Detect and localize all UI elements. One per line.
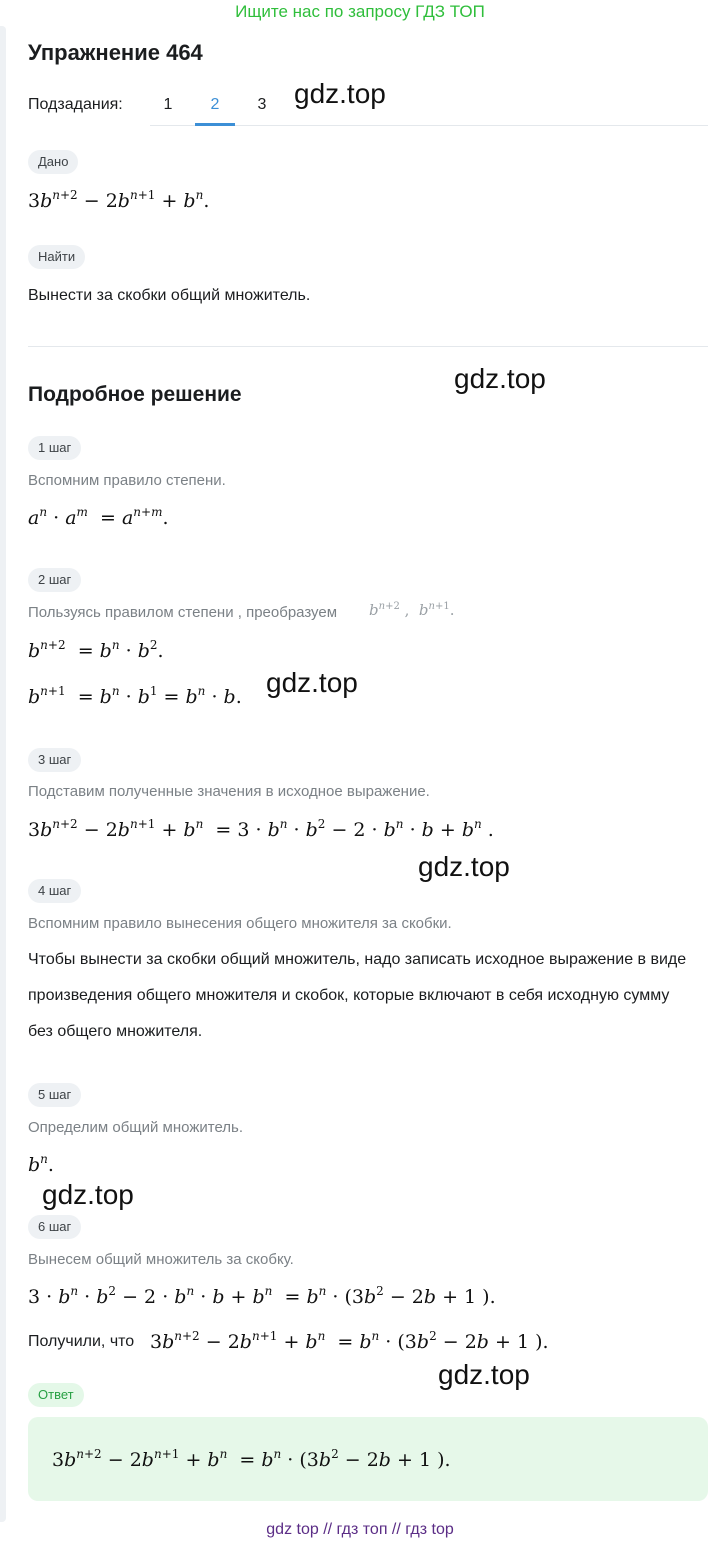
step-2-formula-2: $b^{n+1} = b^n \cdot b^1 = b^n \cdot b$. (28, 684, 242, 708)
tab-subtask-3[interactable]: 3 (257, 96, 267, 113)
step-2-inline-formula: $b^{n+2}$ , $b^{n+1}$. (369, 601, 455, 619)
step-2-formula-1: $b^{n+2} = b^n \cdot b^2$. (28, 638, 164, 662)
watermark-text: gdz.top (454, 363, 546, 394)
watermark-text: gdz.top (438, 1359, 530, 1390)
step-1-formula: $a^n \cdot a^m = a^{n+m}$. (28, 505, 169, 529)
answer-formula: $3b^{n+2} - 2b^{n+1} + b^n = b^n \cdot (3b^2 - 2b + 1$ ). (52, 1447, 451, 1471)
active-tab-indicator (195, 123, 235, 126)
watermark-text: gdz.top (266, 667, 358, 698)
step-1-text: Вспомним правило степени. (28, 472, 226, 489)
subtasks-label: Подзадания: (28, 96, 123, 113)
step-6-conclusion-label: Получили, что (28, 1333, 135, 1350)
section-divider (28, 346, 708, 347)
watermark-text: gdz.top (42, 1179, 134, 1210)
step-5-chip: 5 шаг (28, 1083, 81, 1107)
step-6-text: Вынесем общий множитель за скобку. (28, 1251, 294, 1268)
step-2-text: Пользуясь правилом степени , преобразуем (28, 604, 338, 621)
step-3-text: Подставим полученные значения в исходное выражение. (28, 783, 430, 800)
watermark-text: gdz.top (418, 851, 510, 882)
left-edge-bar (0, 26, 6, 1522)
step-5-text: Определим общий множитель. (28, 1119, 244, 1136)
solution-title: Подробное решение (28, 383, 242, 406)
step-4-text: Вспомним правило вынесения общего множителя за скобки. (28, 915, 452, 932)
exercise-title: Упражнение 464 (28, 40, 203, 65)
watermark-text: gdz.top (294, 78, 386, 109)
step-4-chip: 4 шаг (28, 879, 81, 903)
given-chip: Дано (28, 150, 78, 174)
find-text: Вынести за скобки общий множитель. (28, 287, 311, 304)
find-chip: Найти (28, 245, 85, 269)
step-6-formula: $3 \cdot b^n \cdot b^2 - 2 \cdot b^n \cdot b + b^n = b^n \cdot (3b^2 - 2b + 1$ ). (28, 1284, 496, 1308)
answer-chip: Ответ (28, 1383, 84, 1407)
step-2-chip: 2 шаг (28, 568, 81, 592)
step-3-chip: 3 шаг (28, 748, 81, 772)
search-banner[interactable]: Ищите нас по запросу ГДЗ ТОП (235, 2, 485, 21)
step-1-chip: 1 шаг (28, 436, 81, 460)
step-4-body: Чтобы вынести за скобки общий множитель, надо записать исходное выражение в виде произведения общего множителя и скобок, которые включают в себя исходную сумму без общего множителя. (28, 951, 687, 1040)
step-6-chip: 6 шаг (28, 1215, 81, 1239)
step-6-conclusion-formula: $3b^{n+2} - 2b^{n+1} + b^n = b^n \cdot (3b^2 - 2b + 1$ ). (150, 1329, 549, 1353)
tab-subtask-1[interactable]: 1 (163, 96, 173, 113)
step-5-formula: $b^n$. (28, 1152, 54, 1176)
step-3-formula: $3b^{n+2} - 2b^{n+1} + b^n = 3 \cdot b^n \cdot b^2 - 2 \cdot b^n \cdot b + b^n$ . (28, 817, 494, 841)
given-expression: $3b^{n+2} - 2b^{n+1} + b^n$. (28, 188, 210, 212)
tab-subtask-2[interactable]: 2 (210, 96, 220, 113)
footer-links[interactable]: gdz top // гдз топ // гдз top (266, 1521, 454, 1538)
